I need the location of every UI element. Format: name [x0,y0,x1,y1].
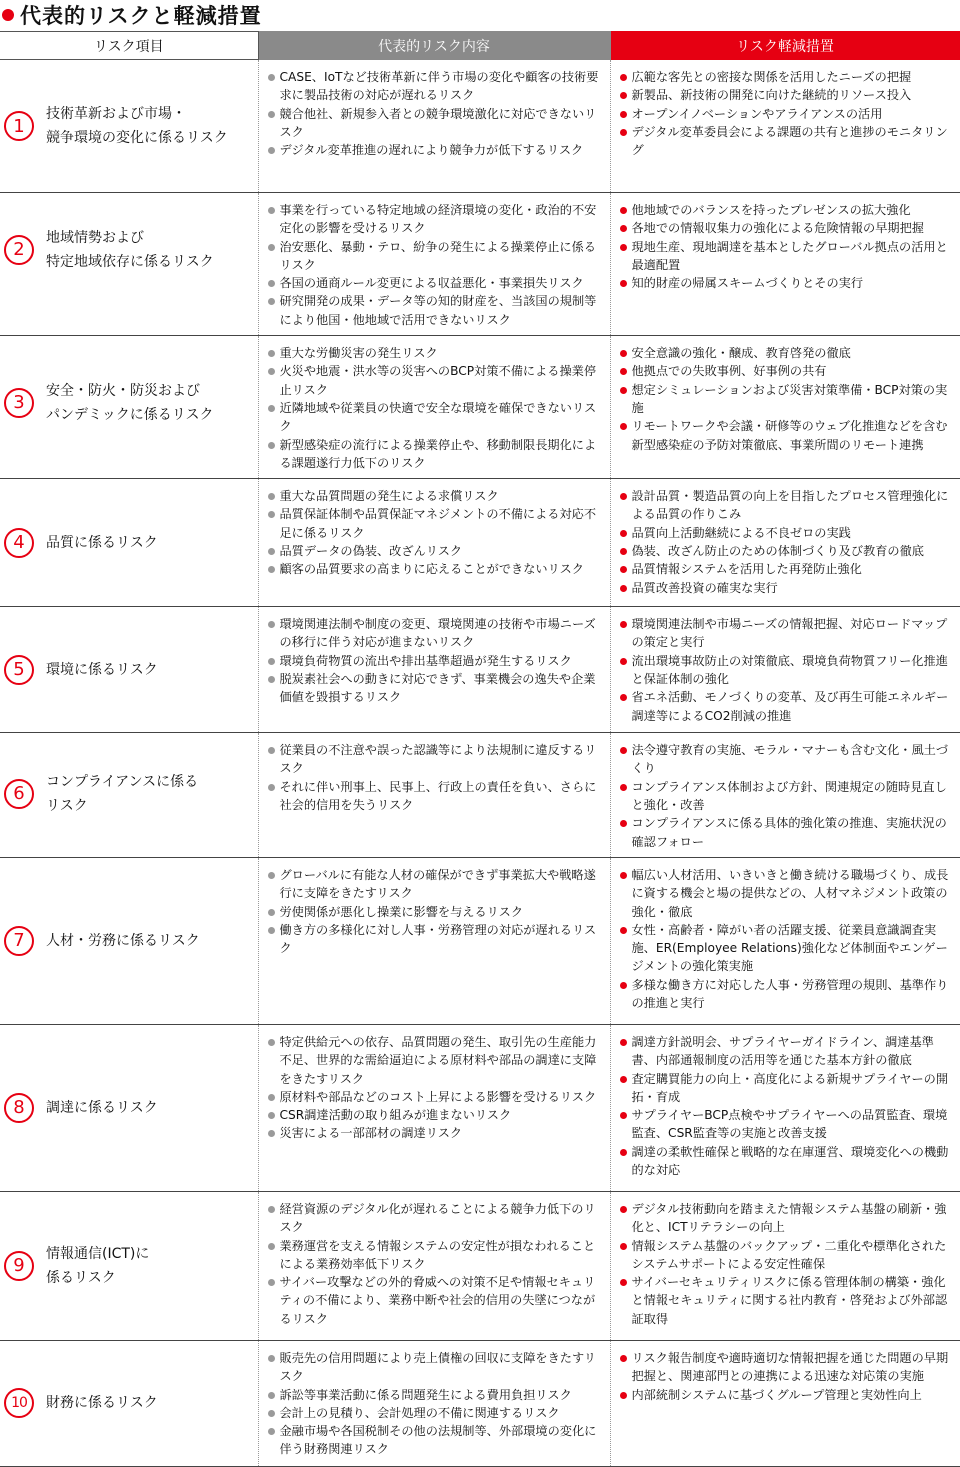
category-cell [0,60,258,193]
category-name-line: 財務に係るリスク [46,1391,158,1415]
table-row [0,1024,960,1191]
risk-item: CASE、IoTなど技術革新に伴う市場の変化や顧客の技術要求に製品技術の対応が遅れるリスク [267,68,604,105]
risk-item: 顧客の品質要求の高まりに応えることができないリスク [267,560,604,578]
risk-item: 重大な品質問題の発生による求償リスク [267,487,604,505]
category-name-line: コンプライアンスに係る [46,770,198,794]
mitigation-cell [610,1340,960,1466]
table-row [0,1340,960,1466]
mitigation-cell [610,479,960,607]
bullet-dot-icon [2,9,14,21]
category-cell [0,607,258,733]
risk-item: 原材料や部品などのコスト上昇による影響を受けるリスク [267,1088,604,1106]
category-name-line: 調達に係るリスク [46,1096,158,1120]
risk-item: 環境負荷物質の流出や排出基準超過が発生するリスク [267,652,604,670]
category-name [46,929,200,953]
category-cell [0,1024,258,1191]
mitigation-item: 幅広い人材活用、いきいきと働き続ける職場づくり、成長に資する機会と場の提供などの、人材マネジメント政策の強化・徹底 [619,866,955,921]
risk-list [259,858,610,963]
risk-item: 販売先の信用問題により売上債権の回収に支障をきたすリスク [267,1349,604,1386]
mitigation-list [611,1341,960,1410]
mitigation-list [611,60,960,165]
risk-item: 競合他社、新規参入者との競争環境激化に対応できないリスク [267,105,604,142]
row-number-circle: 5 [4,655,34,685]
header-content: 代表的リスク内容 [258,32,610,60]
table-row [0,607,960,733]
mitigation-cell [610,607,960,733]
mitigation-item: 品質情報システムを活用した再発防止強化 [619,560,955,578]
category-name-line: 競争環境の変化に係るリスク [46,126,228,150]
risk-list [259,1341,610,1465]
category-name-line: 係るリスク [46,1266,149,1290]
category-name-line: 人材・労務に係るリスク [46,929,200,953]
mitigation-item: 安全意識の強化・醸成、教育啓発の徹底 [619,344,955,362]
mitigation-item: リスク報告制度や適時適切な情報把握を通じた問題の早期把握と、関連部門との連携による迅速な対応策の実施 [619,1349,955,1386]
table-row [0,733,960,858]
category-name [46,1096,158,1120]
row-number-circle: 4 [4,528,34,558]
mitigation-item: 内部統制システムに基づくグループ管理と実効性向上 [619,1386,955,1404]
category-name-line: 品質に係るリスク [46,531,158,555]
mitigation-list [611,336,960,460]
risk-item: 訴訟等事業活動に係る問題発生による費用負担リスク [267,1386,604,1404]
mitigation-item: サイバーセキュリティリスクに係る管理体制の構築・強化と情報セキュリティに関する社内教育・啓発および外部認証取得 [619,1273,955,1328]
risk-item: 脱炭素社会への動きに対応できず、事業機会の逸失や企業価値を毀損するリスク [267,670,604,707]
risk-list [259,1025,610,1149]
category-name [46,531,158,555]
risk-content-cell [258,193,610,336]
row-number-circle: 6 [4,779,34,809]
mitigation-item: 女性・高齢者・障がい者の活躍支援、従業員意識調査実施、ER(Employee Relations)強化など体制面やエンゲージメントの強化策実施 [619,921,955,976]
risk-item: 火災や地震・洪水等の災害へのBCP対策不備による操業停止リスク [267,362,604,399]
mitigation-item: 品質向上活動継続による不良ゼロの実践 [619,524,955,542]
header-category: リスク項目 [0,32,258,60]
category-name-line: 技術革新および市場・ [46,102,228,126]
risk-item: 労使関係が悪化し操業に影響を与えるリスク [267,903,604,921]
row-number-circle: 3 [4,388,34,418]
mitigation-cell [610,60,960,193]
risk-item: 各国の通商ルール変更による収益悪化・事業損失リスク [267,274,604,292]
category-name [46,226,214,274]
mitigation-cell [610,336,960,479]
mitigation-item: 調達方針説明会、サプライヤーガイドライン、調達基準書、内部通報制度の活用等を通じた基本方針の徹底 [619,1033,955,1070]
mitigation-item: 情報システム基盤のバックアップ・二重化や標準化されたシステムサポートによる安定性確保 [619,1237,955,1274]
row-number-circle: 8 [4,1093,34,1123]
row-number-circle: 2 [4,235,34,265]
risk-item: 従業員の不注意や誤った認識等により法規制に違反するリスク [267,741,604,778]
category-cell [0,857,258,1024]
table-row [0,336,960,479]
risk-item: グローバルに有能な人材の確保ができず事業拡大や戦略遂行に支障をきたすリスク [267,866,604,903]
risk-list [259,193,610,335]
risk-item: CSR調達活動の取り組みが進まないリスク [267,1106,604,1124]
mitigation-item: 広範な客先との密接な関係を活用したニーズの把握 [619,68,955,86]
row-number-circle: 1 [4,111,34,141]
risk-item: 経営資源のデジタル化が遅れることによる競争力低下のリスク [267,1200,604,1237]
risk-table [0,31,960,1467]
risk-item: それに伴い刑事上、民事上、行政上の責任を負い、さらに社会的信用を失うリスク [267,778,604,815]
risk-content-cell [258,479,610,607]
page-title [0,0,262,30]
title-text: 代表的リスクと軽減措置 [20,0,262,30]
risk-item: サイバー攻撃などの外的脅威への対策不足や情報セキュリティの不備により、業務中断や社会的信用の失墜につながるリスク [267,1273,604,1328]
header-mitigation: リスク軽減措置 [610,32,960,60]
risk-item: 災害による一部部材の調達リスク [267,1124,604,1142]
row-number-circle: 7 [4,926,34,956]
risk-item: 治安悪化、暴動・テロ、紛争の発生による操業停止に係るリスク [267,238,604,275]
row-number-circle: 10 [4,1388,34,1418]
table-header-row [0,32,960,60]
risk-list [259,336,610,478]
mitigation-item: 新製品、新技術の開発に向けた継続的リソース投入 [619,86,955,104]
table-row [0,479,960,607]
category-name-line: 安全・防火・防災および [46,379,213,403]
risk-item: 金融市場や各国税制その他の法規制等、外部環境の変化に伴う財務関連リスク [267,1422,604,1459]
mitigation-cell [610,733,960,858]
risk-list [259,607,610,712]
table-row [0,857,960,1024]
risk-item: 環境関連法制や制度の変更、環境関連の技術や市場ニーズの移行に伴う対応が進まないリスク [267,615,604,652]
mitigation-item: 省エネ活動、モノづくりの変革、及び再生可能エネルギー調達等によるCO2削減の推進 [619,688,955,725]
risk-content-cell [258,1024,610,1191]
risk-content-cell [258,857,610,1024]
category-name [46,658,158,682]
mitigation-item: 法令遵守教育の実施、モラル・マナーも含む文化・風土づくり [619,741,955,778]
mitigation-cell [610,1191,960,1340]
mitigation-item: サプライヤーBCP点検やサプライヤーへの品質監査、環境監査、CSR監査等の実施と改善支援 [619,1106,955,1143]
mitigation-item: デジタル技術動向を踏まえた情報システム基盤の刷新・強化と、ICTリテラシーの向上 [619,1200,955,1237]
category-cell [0,336,258,479]
category-name [46,379,213,427]
category-name-line: 地域情勢および [46,226,214,250]
risk-item: 近隣地域や従業員の快適で安全な環境を確保できないリスク [267,399,604,436]
category-cell [0,1340,258,1466]
category-name [46,770,198,818]
mitigation-item: コンプライアンスに係る具体的強化策の推進、実施状況の確認フォロー [619,814,955,851]
category-name [46,1391,158,1415]
mitigation-item: 流出環境事故防止の対策徹底、環境負荷物質フリー化推進と保証体制の強化 [619,652,955,689]
mitigation-list [611,193,960,298]
risk-content-cell [258,336,610,479]
row-number-circle: 9 [4,1251,34,1281]
mitigation-item: 査定購買能力の向上・高度化による新規サプライヤーの開拓・育成 [619,1070,955,1107]
mitigation-item: 各地での情報収集力の強化による危険情報の早期把握 [619,219,955,237]
mitigation-item: 多様な働き方に対応した人事・労務管理の規則、基準作りの推進と実行 [619,976,955,1013]
mitigation-item: 現地生産、現地調達を基本としたグローバル拠点の活用と最適配置 [619,238,955,275]
table-row [0,193,960,336]
risk-content-cell [258,60,610,193]
mitigation-item: 他地域でのバランスを持ったプレゼンスの拡大強化 [619,201,955,219]
risk-item: 品質データの偽装、改ざんリスク [267,542,604,560]
table-row [0,1191,960,1340]
mitigation-item: 想定シミュレーションおよび災害対策準備・BCP対策の実施 [619,381,955,418]
risk-item: 品質保証体制や品質保証マネジメントの不備による対応不足に係るリスク [267,505,604,542]
category-cell [0,193,258,336]
category-name [46,102,228,150]
mitigation-list [611,479,960,603]
mitigation-item: コンプライアンス体制および方針、関連規定の随時見直しと強化・改善 [619,778,955,815]
mitigation-item: 品質改善投資の確実な実行 [619,579,955,597]
risk-item: 研究開発の成果・データ等の知的財産を、当該国の規制等により他国・他地域で活用できないリスク [267,292,604,329]
category-name [46,1242,149,1290]
risk-content-cell [258,1340,610,1466]
risk-item: 会計上の見積り、会計処理の不備に関連するリスク [267,1404,604,1422]
mitigation-item: デジタル変革委員会による課題の共有と進捗のモニタリング [619,123,955,160]
risk-content-cell [258,607,610,733]
mitigation-cell [610,1024,960,1191]
category-name-line: 特定地域依存に係るリスク [46,250,214,274]
mitigation-cell [610,857,960,1024]
mitigation-cell [610,193,960,336]
mitigation-item: 設計品質・製造品質の向上を目指したプロセス管理強化による品質の作りこみ [619,487,955,524]
risk-item: 重大な労働災害の発生リスク [267,344,604,362]
mitigation-item: 調達の柔軟性確保と戦略的な在庫運営、環境変化への機動的な対応 [619,1143,955,1180]
risk-item: 働き方の多様化に対し人事・労務管理の対応が遅れるリスク [267,921,604,958]
mitigation-list [611,1025,960,1185]
mitigation-list [611,1192,960,1334]
risk-item: 特定供給元への依存、品質問題の発生、取引先の生産能力不足、世界的な需給逼迫による原材料や部品の調達に支障をきたすリスク [267,1033,604,1088]
category-name-line: パンデミックに係るリスク [46,403,213,427]
category-name-line: 情報通信(ICT)に [46,1242,149,1266]
category-cell [0,1191,258,1340]
mitigation-item: リモートワークや会議・研修等のウェブ化推進などを含む新型感染症の予防対策徹底、事業所間のリモート連携 [619,417,955,454]
mitigation-item: オープンイノベーションやアライアンスの活用 [619,105,955,123]
risk-list [259,1192,610,1334]
mitigation-item: 環境関連法制や市場ニーズの情報把握、対応ロードマップの策定と実行 [619,615,955,652]
risk-list [259,479,610,584]
category-name-line: 環境に係るリスク [46,658,158,682]
mitigation-list [611,733,960,857]
risk-list [259,733,610,820]
risk-content-cell [258,1191,610,1340]
risk-item: デジタル変革推進の遅れにより競争力が低下するリスク [267,141,604,159]
mitigation-list [611,607,960,731]
mitigation-item: 偽装、改ざん防止のための体制づくり及び教育の徹底 [619,542,955,560]
risk-item: 事業を行っている特定地域の経済環境の変化・政治的不安定化の影響を受けるリスク [267,201,604,238]
risk-item: 業務運営を支える情報システムの安定性が損なわれることによる業務効率低下リスク [267,1237,604,1274]
risk-content-cell [258,733,610,858]
mitigation-item: 他拠点での失敗事例、好事例の共有 [619,362,955,380]
category-name-line: リスク [46,794,198,818]
table-row [0,60,960,193]
risk-list [259,60,610,165]
category-cell [0,733,258,858]
risk-item: 新型感染症の流行による操業停止や、移動制限長期化による課題遂行力低下のリスク [267,436,604,473]
category-cell [0,479,258,607]
mitigation-list [611,858,960,1018]
mitigation-item: 知的財産の帰属スキームづくりとその実行 [619,274,955,292]
